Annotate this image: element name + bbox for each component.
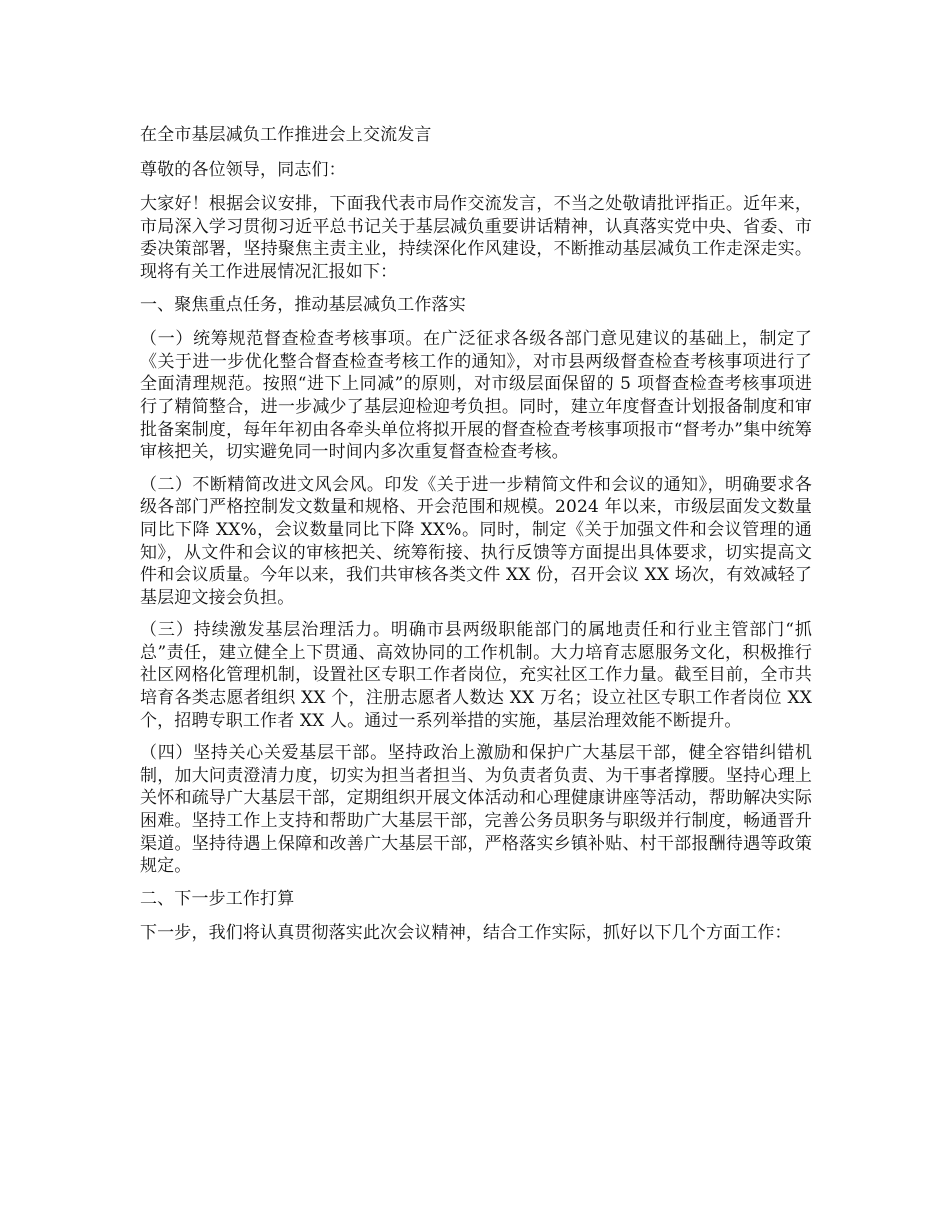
paragraph-item-3: （三）持续激发基层治理活力。明确市县两级职能部门的属地责任和行业主管部门“抓总”责任，建立健全上下贯通、高效协同的工作机制。大力培育志愿服务文化，积极推行社区网格化管理机制，设置社区专职工作者岗位，充实社区工作力量。截至目前，全市共培育各类志愿者组织 XX 个，注册志愿者人数达 XX 万名；设立社区专职工作者岗位 XX 个，招聘专职工作者 XX 人。通过一系列举措的实施，基层治理效能不断提升。 — [140, 620, 812, 731]
paragraph-item-1: （一）统筹规范督查检查考核事项。在广泛征求各级各部门意见建议的基础上，制定了《关于进一步优化整合督查检查考核工作的通知》，对市县两级督查检查考核事项进行了全面清理规范。按照“进下上同减”的原则，对市级层面保留的 5 项督查检查考核事项进行了精简整合，进一步减少了基层迎检迎考负担。同时，建立年度督查计划报备制度和审批备案制度，每年年初由各牵头单位将拟开展的督查检查考核事项报市“督考办”集中统筹审核把关，切实避免同一时间内多次重复督查检查考核。 — [140, 329, 812, 463]
document-body — [140, 124, 812, 955]
section-heading-1: 一、聚焦重点任务，推动基层减负工作落实 — [140, 294, 466, 315]
paragraph-item-4: （四）坚持关心关爱基层干部。坚持政治上激励和保护广大基层干部，健全容错纠错机制，加大问责澄清力度，切实为担当者担当、为负责者负责、为干事者撑腰。坚持心理上关怀和疏导广大基层干部，定期组织开展文体活动和心理健康讲座等活动，帮助解决实际困难。坚持工作上支持和帮助广大基层干部，完善公务员职务与职级并行制度，畅通晋升渠道。坚持待遇上保障和改善广大基层干部，严格落实乡镇补贴、村干部报酬待遇等政策规定。 — [140, 743, 812, 877]
greeting: 尊敬的各位领导，同志们： — [140, 159, 346, 180]
document-title: 在全市基层减负工作推进会上交流发言 — [140, 125, 432, 145]
paragraph-next-steps: 下一步，我们将认真贯彻落实此次会议精神，结合工作实际，抓好以下几个方面工作： — [140, 923, 792, 944]
paragraph-item-2: （二）不断精简改进文风会风。印发《关于进一步精简文件和会议的通知》，明确要求各级各部门严格控制发文数量和规格、开会范围和规模。2024 年以来，市级层面发文数量同比下降 XX%，会议数量同比下降 XX%。同时，制定《关于加强文件和会议管理的通知》，从文件和会议的审核把关、统筹衔接、执行反馈等方面提出具体要求，切实提高文件和会议质量。今年以来，我们共审核各类文件 XX 份，召开会议 XX 场次，有效减轻了基层迎文接会负担。 — [140, 474, 812, 608]
section-heading-2: 二、下一步工作打算 — [140, 888, 295, 909]
paragraph-intro: 大家好！根据会议安排，下面我代表市局作交流发言，不当之处敬请批评指正。近年来，市局深入学习贯彻习近平总书记关于基层减负重要讲话精神，认真落实党中央、省委、市委决策部署，坚持聚焦主责主业，持续深化作风建设，不断推动基层减负工作走深走实。现将有关工作进展情况汇报如下： — [140, 194, 812, 282]
